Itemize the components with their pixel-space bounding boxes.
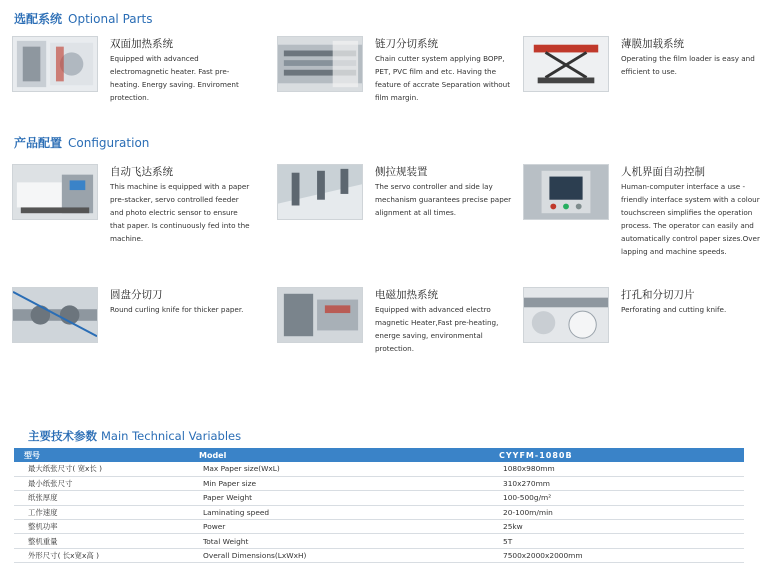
- optional-parts-heading-en: Optional Parts: [68, 12, 153, 26]
- round-knife-desc: Round curling knife for thicker paper.: [110, 305, 244, 314]
- row-value: 310x270mm: [489, 476, 744, 490]
- specs-table: [14, 448, 744, 563]
- row-label-cn: 纸张厚度: [14, 491, 189, 505]
- row-label-cn: 整机重量: [14, 534, 189, 548]
- auto-feeder-title: 自动飞达系统: [110, 166, 173, 178]
- perforating-knife-title: 打孔和分切刀片: [621, 289, 695, 301]
- optional-item-double-heating: [12, 36, 252, 116]
- specs-header-row: [14, 448, 744, 462]
- row-label-cn: 最大纸张尺寸( 宽x长 ): [14, 462, 189, 476]
- row-label-en: Paper Weight: [189, 491, 489, 505]
- row-value: 1080x980mm: [489, 462, 744, 476]
- film-loader-desc: Operating the film loader is easy and efficient to use.: [621, 54, 755, 76]
- row-value: 20-100m/min: [489, 505, 744, 519]
- round-knife-photo: [12, 287, 98, 343]
- round-knife-title: 圆盘分切刀: [110, 289, 163, 301]
- row-value: 5T: [489, 534, 744, 548]
- row-label-en: Total Weight: [189, 534, 489, 548]
- config-item-auto-feeder: [12, 164, 252, 244]
- perforating-knife-photo: [523, 287, 609, 343]
- optional-parts-heading-cn: 选配系统: [14, 12, 63, 26]
- table-row: [14, 462, 744, 476]
- chain-cutter-title: 链刀分切系统: [375, 38, 438, 50]
- table-row: [14, 534, 744, 548]
- row-label-en: Min Paper size: [189, 476, 489, 490]
- table-row: [14, 548, 744, 562]
- chain-cutter-photo: [277, 36, 363, 92]
- header-model: Model: [189, 448, 489, 462]
- row-label-cn: 最小纸张尺寸: [14, 476, 189, 490]
- config-item-em-heating: [277, 287, 517, 367]
- header-cn: 型号: [14, 448, 189, 462]
- film-loader-title: 薄膜加载系统: [621, 38, 684, 50]
- side-lay-desc: The servo controller and side lay mechanism guarantees precise paper alignment at all times.: [375, 182, 512, 217]
- specs-heading-cn: 主要技术参数: [28, 429, 97, 443]
- config-item-perforating-knife: [523, 287, 763, 367]
- table-row: [14, 505, 744, 519]
- side-lay-photo: [277, 164, 363, 220]
- auto-feeder-photo: [12, 164, 98, 220]
- double-heating-desc: Equipped with advanced electromagnetic heater. Fast pre-heating. Energy saving. Enviroment protection.: [110, 54, 239, 102]
- configuration-heading-en: Configuration: [68, 136, 150, 150]
- header-model-value: CYYFM-1080B: [489, 448, 744, 462]
- side-lay-title: 侧拉规装置: [375, 166, 428, 178]
- row-label-en: Max Paper size(WxL): [189, 462, 489, 476]
- chain-cutter-desc: Chain cutter system applying BOPP, PET, PVC film and etc. Having the feature of accrate Separation without film margin.: [375, 54, 511, 102]
- row-label-cn: 整机功率: [14, 520, 189, 534]
- hmi-title: 人机界面自动控制: [621, 166, 705, 178]
- em-heating-title: 电磁加热系统: [375, 289, 438, 301]
- optional-item-film-loader: [523, 36, 763, 116]
- perforating-knife-desc: Perforating and cutting knife.: [621, 305, 727, 314]
- specs-heading: [28, 428, 241, 444]
- row-label-cn: 外形尺寸( 长x宽x高 ): [14, 548, 189, 562]
- table-row: [14, 476, 744, 490]
- config-item-side-lay: [277, 164, 517, 244]
- optional-parts-heading: [14, 10, 153, 27]
- em-heating-desc: Equipped with advanced electro magnetic Heater,Fast pre-heating, energe saving, environmental protection.: [375, 305, 499, 353]
- table-row: [14, 491, 744, 505]
- config-item-round-knife: [12, 287, 252, 367]
- optional-item-chain-cutter: [277, 36, 517, 116]
- hmi-photo: [523, 164, 609, 220]
- specs-heading-en: Main Technical Variables: [101, 429, 242, 443]
- film-loader-photo: [523, 36, 609, 92]
- hmi-desc: Human-computer interface a use -friendly interface system with a colour touchscreen simplifies the operation process. The operator can easily and automatically control paper sizes.Over lapping and machine speeds.: [621, 182, 760, 256]
- configuration-heading: [14, 134, 149, 151]
- row-label-en: Laminating speed: [189, 505, 489, 519]
- row-value: 7500x2000x2000mm: [489, 548, 744, 562]
- table-row: [14, 520, 744, 534]
- config-item-hmi: [523, 164, 763, 256]
- row-label-en: Overall Dimensions(LxWxH): [189, 548, 489, 562]
- row-label-cn: 工作速度: [14, 505, 189, 519]
- row-label-en: Power: [189, 520, 489, 534]
- configuration-heading-cn: 产品配置: [14, 136, 63, 150]
- em-heating-photo: [277, 287, 363, 343]
- double-heating-photo: [12, 36, 98, 92]
- auto-feeder-desc: This machine is equipped with a paper pre-stacker, servo controlled feeder and photo electric sensor to ensure that paper. Is continuously fed into the machine.: [110, 182, 250, 243]
- row-value: 25kw: [489, 520, 744, 534]
- double-heating-title: 双面加热系统: [110, 38, 173, 50]
- row-value: 100-500g/m²: [489, 491, 744, 505]
